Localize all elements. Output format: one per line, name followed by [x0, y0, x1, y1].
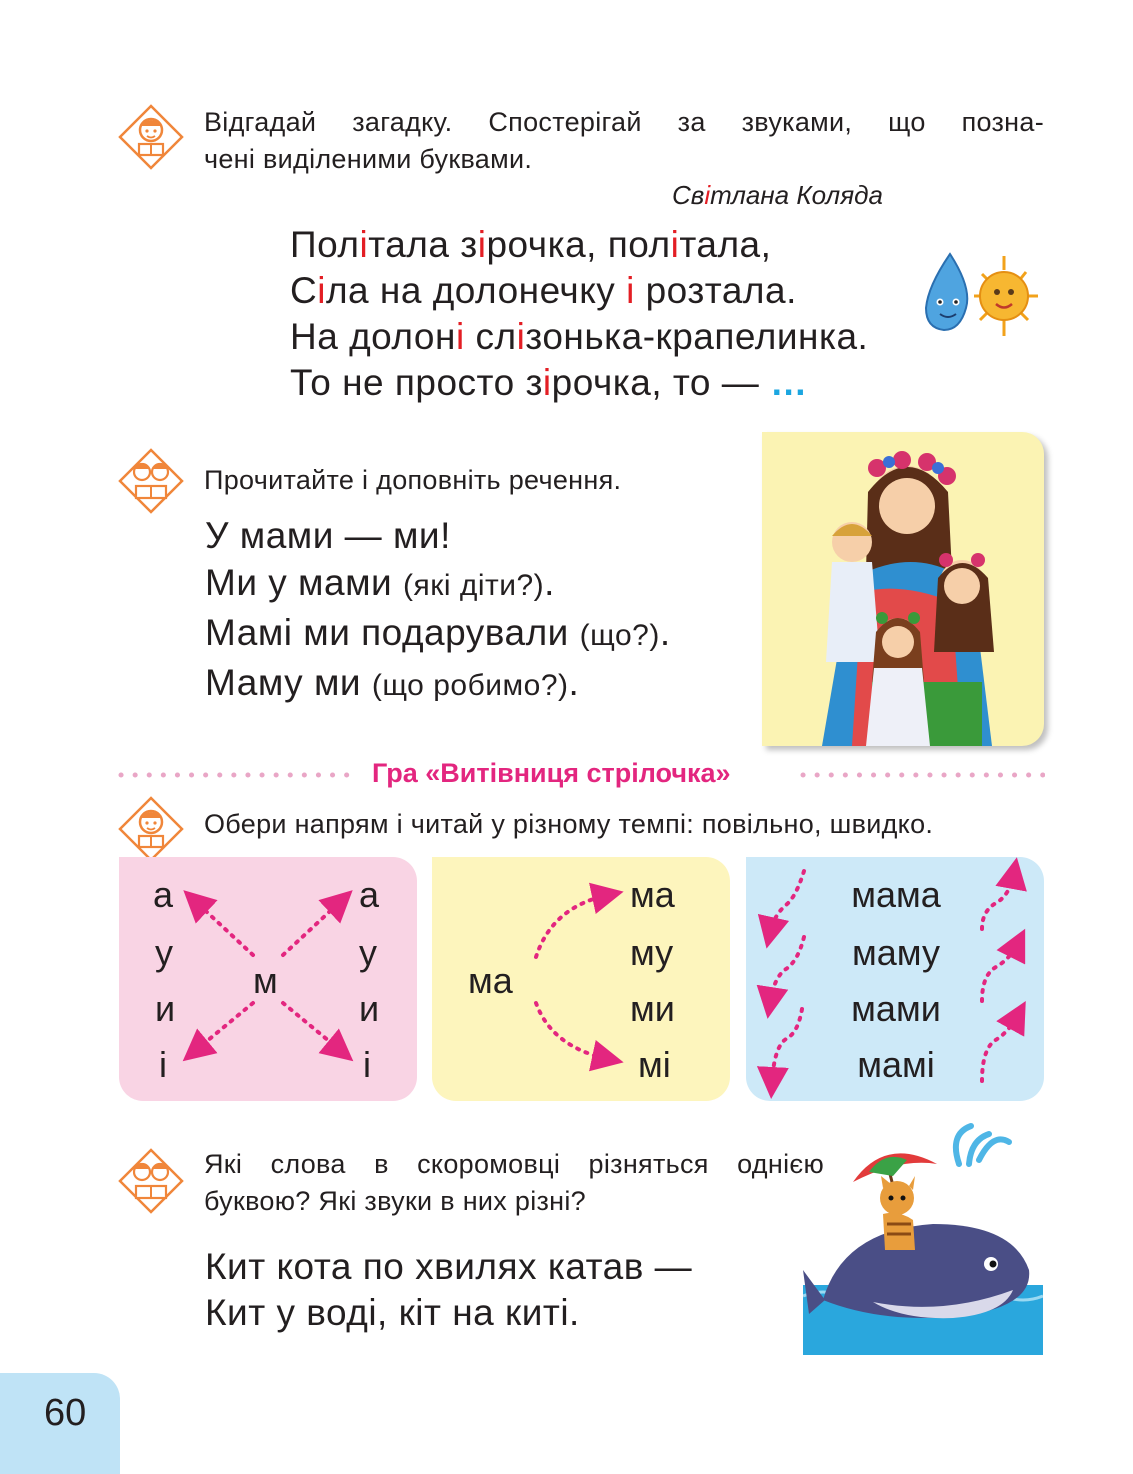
syllable-letter: а — [359, 874, 380, 915]
syllable-word: ма — [630, 874, 675, 915]
poem-line: Кит у воді, кіт на киті. — [205, 1292, 580, 1333]
tongue-twister — [205, 1244, 692, 1336]
task-instruction — [204, 1146, 824, 1220]
word-item: мамі — [857, 1044, 935, 1085]
word-item: маму — [852, 932, 940, 973]
task-instruction: Прочитайте і доповніть речення. — [204, 465, 622, 495]
syllable-letter: у — [359, 932, 377, 973]
word-item: мама — [851, 874, 941, 915]
game-title: Гра «Витівниця стрілочка» — [372, 758, 731, 788]
riddle-poem — [290, 222, 868, 406]
word-box-blue — [746, 857, 1044, 1101]
poem-line: Кит кота по хвилях катав — — [205, 1246, 693, 1287]
syllable-box-yellow — [432, 857, 730, 1101]
poem-line: То не просто зірочка, то — … — [290, 362, 808, 403]
sentence-line: Маму ми (що робимо?). — [205, 662, 580, 703]
two-children-reading-icon — [118, 448, 184, 514]
two-children-reading-icon — [118, 1148, 184, 1214]
drop-and-sun-illustration — [922, 250, 1042, 342]
syllable-box-pink — [119, 857, 417, 1101]
instruction-line: чені виділеними буквами. — [204, 144, 533, 174]
instruction-line: Відгадай загадку. Спостерігай за звуками, що позна- — [204, 107, 1044, 137]
word-item: мами — [851, 988, 941, 1029]
sentence-line: У мами — ми! — [205, 515, 451, 556]
syllable-word: ми — [630, 988, 675, 1029]
dotted-divider-left — [118, 772, 358, 778]
page-number: 60 — [44, 1392, 87, 1434]
task-instruction: Обери напрям і читай у різному темпі: повільно, швидко. — [204, 809, 934, 839]
answer-ellipsis: … — [770, 362, 808, 403]
syllable-letter: і — [363, 1044, 371, 1085]
poem-author: Світлана Коляда — [672, 180, 883, 210]
syllable-letter: а — [153, 874, 174, 915]
mother-with-children-illustration — [762, 432, 1044, 746]
poem-line: На долоні слізонька-крапелинка. — [290, 316, 869, 357]
whale-and-cat-illustration — [803, 1120, 1043, 1355]
poem-line: Політала зірочка, політала, — [290, 224, 772, 265]
syllable-letter: у — [155, 932, 173, 973]
syllable-letter: і — [159, 1044, 167, 1085]
center-letter: м — [253, 960, 278, 1001]
sentence-line: Мамі ми подарували (що?). — [205, 612, 671, 653]
child-reading-icon — [118, 104, 184, 170]
sentence-line: Ми у мами (які діти?). — [205, 562, 555, 603]
child-reading-icon — [118, 796, 184, 862]
sentences-block — [205, 512, 671, 709]
syllable-letter: и — [155, 988, 176, 1029]
poem-line: Сіла на долонечку і розтала. — [290, 270, 797, 311]
syllable-letter: и — [359, 988, 380, 1029]
syllable-word: му — [630, 932, 674, 973]
instruction-line: Які слова в скоромовці різняться однією — [204, 1149, 824, 1179]
instruction-line: буквою? Які звуки в них різні? — [204, 1186, 587, 1216]
dotted-divider-right — [800, 772, 1045, 778]
task-instruction — [204, 104, 1044, 178]
start-syllable: ма — [468, 960, 513, 1001]
syllable-word: мі — [638, 1044, 671, 1085]
